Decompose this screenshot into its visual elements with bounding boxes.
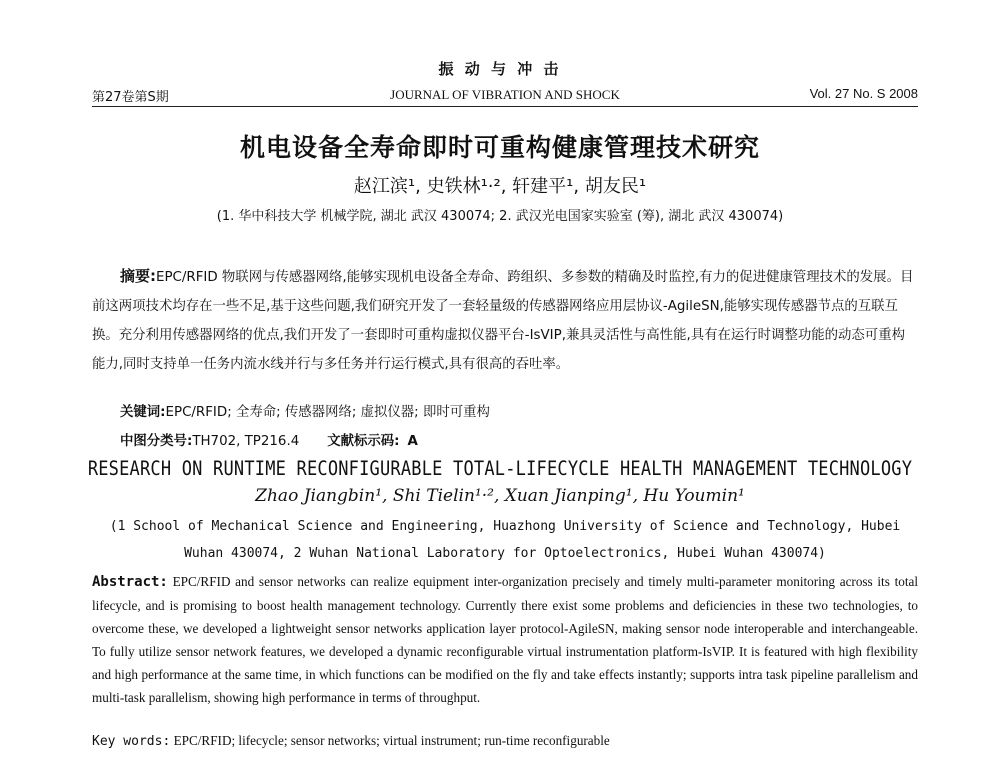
classification-value: TH702, TP216.4 [192, 434, 300, 449]
affiliations-cn: (1. 华中科技大学 机械学院, 湖北 武汉 430074; 2. 武汉光电国家实验室 (筹), 湖北 武汉 430074) [216, 209, 784, 224]
affiliations-en: (1 School of Mechanical Science and Engineering, Huazhong University of Science and Technology, Hubei Wuhan 430074, 2 Wuhan National Laboratory for Optoelectronics, Hubei Wuhan 430074) [109, 519, 901, 561]
running-header [92, 84, 918, 107]
abstract-cn [92, 262, 918, 379]
keywords-label-en: Key words: [92, 734, 171, 749]
journal-title-cn: 振 动 与 冲 击 [438, 60, 562, 78]
keywords-text-cn: EPC/RFID; 全寿命; 传感器网络; 虚拟仪器; 即时可重构 [165, 405, 490, 420]
abstract-text-en: EPC/RFID and sensor networks can realize equipment inter-organization precisely and timely multi-parameter monitoring across its total lifecycle, and is promising to boost health management technology. Currently there exist some problems and deficiencies in these two technologies, to overcome these, we developed a lightweight sensor networks application layer protocol-AgileSN, making sensor node interoperable and interchangeable. To fully utilize sensor network features, we developed a dynamic reconfigurable virtual instrumentation platform-IsVIP. It is featured with high flexibility and high performance at the same time, in which functions can be modified on the fly and take effects instantly; supports intra task pipeline parallelism and multi-task parallelism, showing high performance in terms of throughput. [92, 574, 919, 705]
keywords-label-cn: 关键词: [120, 405, 166, 420]
authors-cn: 赵江滨¹, 史铁林¹·², 轩建平¹, 胡友民¹ [353, 176, 647, 197]
paper-title-en: RESEARCH ON RUNTIME RECONFIGURABLE TOTAL-LIFECYCLE HEALTH MANAGEMENT TECHNOLOGY [87, 457, 913, 481]
keywords-text-en: EPC/RFID; lifecycle; sensor networks; virtual instrument; run-time reconfigurable [173, 733, 610, 748]
paper-title-cn: 机电设备全寿命即时可重构健康管理技术研究 [239, 133, 760, 162]
keywords-cn [120, 401, 490, 420]
doc-code-value: A [407, 434, 418, 449]
journal-title-en: JOURNAL OF VIBRATION AND SHOCK [390, 87, 620, 102]
volume-en: Vol. 27 No. S 2008 [809, 86, 918, 101]
abstract-label-cn: 摘要: [120, 267, 156, 285]
classification-label: 中图分类号: [120, 434, 193, 449]
abstract-en [92, 570, 918, 709]
volume-cn: 第27卷第S期 [92, 90, 169, 105]
abstract-label-en: Abstract: [92, 574, 168, 590]
doc-code-label: 文献标示码: [327, 434, 400, 449]
keywords-en [92, 733, 610, 749]
classification-line [120, 430, 418, 449]
abstract-text-cn: EPC/RFID 物联网与传感器网络,能够实现机电设备全寿命、跨组织、多参数的精确及时监控,有力的促进健康管理技术的发展。目前这两项技术均存在一些不足,基于这些问题,我们研究开发了一套轻量级的传感器网络应用层协议-AgileSN,能够实现传感器节点的互联互换。充分利用传感器网络的优点,我们开发了一套即时可重构虚拟仪器平台-IsVIP,兼具灵活性与高性能,具有在运行时调整功能的动态可重构能力,同时支持单一任务内流水线并行与多任务并行运行模式,具有很高的吞吐率。 [92, 270, 914, 372]
authors-en: Zhao Jiangbin¹, Shi Tielin¹·², Xuan Jianping¹, Hu Youmin¹ [255, 486, 745, 506]
